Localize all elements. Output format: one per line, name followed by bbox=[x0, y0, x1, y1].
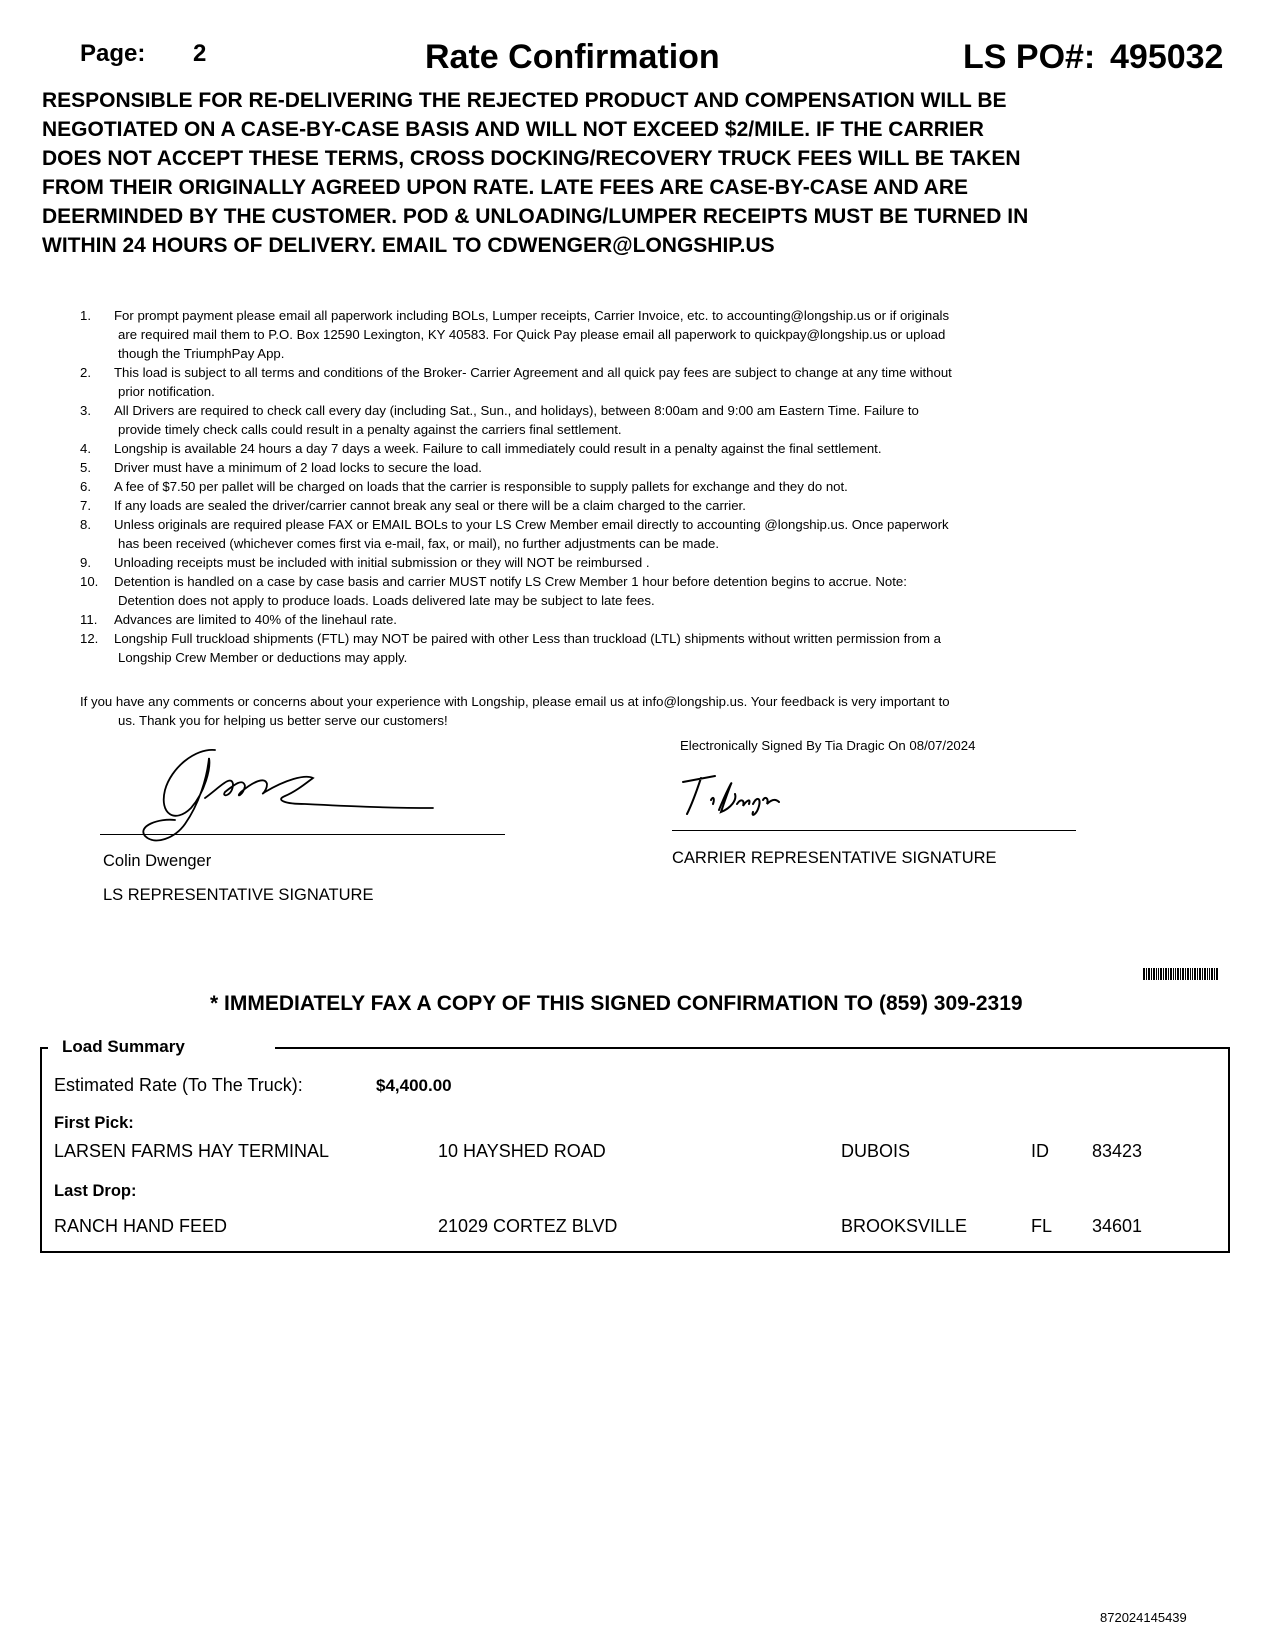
terms-header-line: RESPONSIBLE FOR RE-DELIVERING THE REJECTED PRODUCT AND COMPENSATION WILL BE bbox=[42, 89, 1007, 112]
load-summary-border bbox=[275, 1047, 1230, 1049]
term-number: 11. bbox=[80, 612, 98, 627]
first-pick-city: DUBOIS bbox=[841, 1141, 911, 1161]
feedback-line: If you have any comments or concerns about your experience with Longship, please email us at info@longship.us. Your feedback is very important to bbox=[80, 694, 950, 709]
term-item bbox=[80, 496, 1080, 515]
term-number: 1. bbox=[80, 308, 91, 323]
first-pick-state: ID bbox=[1031, 1141, 1049, 1161]
feedback-line: us. Thank you for helping us better serve our customers! bbox=[118, 713, 448, 728]
term-text: Advances are limited to 40% of the linehaul rate. bbox=[114, 612, 397, 627]
feedback-note bbox=[80, 692, 1100, 730]
document-number: 872024145439 bbox=[1100, 1610, 1187, 1625]
ls-signature-image bbox=[135, 738, 435, 848]
term-item bbox=[80, 477, 1080, 496]
terms-header-line: WITHIN 24 HOURS OF DELIVERY. EMAIL TO CDWENGER@LONGSHIP.US bbox=[42, 234, 775, 257]
term-number: 6. bbox=[80, 479, 91, 494]
electronic-signature-note: Electronically Signed By Tia Dragic On 08/07/2024 bbox=[680, 738, 976, 753]
ls-signature-label: LS REPRESENTATIVE SIGNATURE bbox=[103, 886, 374, 904]
term-number: 9. bbox=[80, 555, 91, 570]
term-item bbox=[80, 629, 1080, 667]
last-drop-city: BROOKSVILLE bbox=[841, 1216, 968, 1236]
term-text: prior notification. bbox=[118, 384, 215, 399]
first-pick-name: LARSEN FARMS HAY TERMINAL bbox=[54, 1141, 330, 1161]
fax-notice: * IMMEDIATELY FAX A COPY OF THIS SIGNED CONFIRMATION TO (859) 309-2319 bbox=[210, 992, 1023, 1015]
estimated-rate-value: $4,400.00 bbox=[376, 1076, 452, 1095]
term-number: 10. bbox=[80, 574, 99, 589]
term-number: 3. bbox=[80, 403, 91, 418]
term-text: Unless originals are required please FAX or EMAIL BOLs to your LS Crew Member email directly to accounting @longship.us. Once paperwork bbox=[114, 517, 949, 532]
term-item bbox=[80, 515, 1080, 553]
term-number: 8. bbox=[80, 517, 91, 532]
term-text: All Drivers are required to check call every day (including Sat., Sun., and holidays), between 8:00am and 9:00 am Eastern Time. Failure to bbox=[114, 403, 919, 418]
term-item bbox=[80, 572, 1080, 610]
term-item bbox=[80, 401, 1080, 439]
term-item bbox=[80, 363, 1080, 401]
term-text: If any loads are sealed the driver/carrier cannot break any seal or there will be a claim charged to the carrier. bbox=[114, 498, 746, 513]
terms-header-line: DOES NOT ACCEPT THESE TERMS, CROSS DOCKING/RECOVERY TRUCK FEES WILL BE TAKEN bbox=[42, 147, 1021, 170]
po-number: 495032 bbox=[1110, 38, 1224, 76]
term-text: Unloading receipts must be included with initial submission or they will NOT be reimbursed . bbox=[114, 555, 650, 570]
term-text: Longship Crew Member or deductions may apply. bbox=[118, 650, 408, 665]
term-number: 12. bbox=[80, 631, 99, 646]
first-pick-label: First Pick: bbox=[54, 1114, 134, 1132]
load-summary-border bbox=[40, 1047, 48, 1049]
term-text: Driver must have a minimum of 2 load locks to secure the load. bbox=[114, 460, 482, 475]
terms-header-line: NEGOTIATED ON A CASE-BY-CASE BASIS AND WILL NOT EXCEED $2/MILE. IF THE CARRIER bbox=[42, 118, 984, 141]
carrier-signature-label: CARRIER REPRESENTATIVE SIGNATURE bbox=[672, 849, 997, 867]
term-number: 7. bbox=[80, 498, 91, 513]
ls-representative-name: Colin Dwenger bbox=[103, 852, 212, 870]
term-item bbox=[80, 610, 1080, 629]
page-number: 2 bbox=[193, 40, 207, 67]
carrier-signature-image bbox=[675, 770, 795, 820]
term-item bbox=[80, 553, 1080, 572]
carrier-signature-line bbox=[672, 830, 1076, 831]
term-number: 5. bbox=[80, 460, 91, 475]
term-text: though the TriumphPay App. bbox=[118, 346, 285, 361]
load-summary-title: Load Summary bbox=[62, 1037, 185, 1056]
document-title: Rate Confirmation bbox=[425, 38, 720, 76]
term-number: 4. bbox=[80, 441, 91, 456]
ls-signature-line bbox=[100, 834, 505, 835]
first-pick-address: 10 HAYSHED ROAD bbox=[438, 1141, 606, 1161]
term-item bbox=[80, 306, 1080, 363]
first-pick-zip: 83423 bbox=[1092, 1141, 1143, 1161]
term-item bbox=[80, 439, 1080, 458]
terms-header-line: FROM THEIR ORIGINALLY AGREED UPON RATE. LATE FEES ARE CASE-BY-CASE AND ARE bbox=[42, 176, 969, 199]
term-text: Detention is handled on a case by case basis and carrier MUST notify LS Crew Member 1 hour before detention begins to accrue. Note: bbox=[114, 574, 907, 589]
terms-header bbox=[42, 86, 1142, 260]
terms-list bbox=[80, 306, 1080, 667]
term-text: This load is subject to all terms and conditions of the Broker- Carrier Agreement and all quick pay fees are subject to change at any time without bbox=[114, 365, 952, 380]
term-text: Detention does not apply to produce loads. Loads delivered late may be subject to late fees. bbox=[118, 593, 655, 608]
last-drop-name: RANCH HAND FEED bbox=[54, 1216, 228, 1236]
terms-header-line: DEERMINDED BY THE CUSTOMER. POD & UNLOADING/LUMPER RECEIPTS MUST BE TURNED IN bbox=[42, 205, 1029, 228]
last-drop-zip: 34601 bbox=[1092, 1216, 1143, 1236]
term-text: are required mail them to P.O. Box 12590 Lexington, KY 40583. For Quick Pay please email all paperwork to quickpay@longship.us or upload bbox=[118, 327, 946, 342]
estimated-rate-label: Estimated Rate (To The Truck): bbox=[54, 1075, 303, 1095]
term-text: Longship is available 24 hours a day 7 days a week. Failure to call immediately could result in a penalty against the final settlement. bbox=[114, 441, 882, 456]
term-text: provide timely check calls could result in a penalty against the carriers final settlement. bbox=[118, 422, 622, 437]
term-text: Longship Full truckload shipments (FTL) may NOT be paired with other Less than truckload (LTL) shipments without written permission from a bbox=[114, 631, 942, 646]
po-label: LS PO#: bbox=[963, 38, 1096, 76]
page-label: Page: bbox=[80, 40, 146, 67]
term-text: A fee of $7.50 per pallet will be charged on loads that the carrier is responsible to supply pallets for exchange and they do not. bbox=[114, 479, 848, 494]
last-drop-label: Last Drop: bbox=[54, 1182, 137, 1200]
term-text: has been received (whichever comes first via e-mail, fax, or mail), no further adjustments can be made. bbox=[118, 536, 720, 551]
last-drop-address: 21029 CORTEZ BLVD bbox=[438, 1216, 618, 1236]
last-drop-state: FL bbox=[1031, 1216, 1053, 1236]
barcode-icon bbox=[1143, 968, 1219, 980]
term-item bbox=[80, 458, 1080, 477]
term-number: 2. bbox=[80, 365, 91, 380]
term-text: For prompt payment please email all paperwork including BOLs, Lumper receipts, Carrier Invoice, etc. to accounting@longship.us or if originals bbox=[114, 308, 950, 323]
